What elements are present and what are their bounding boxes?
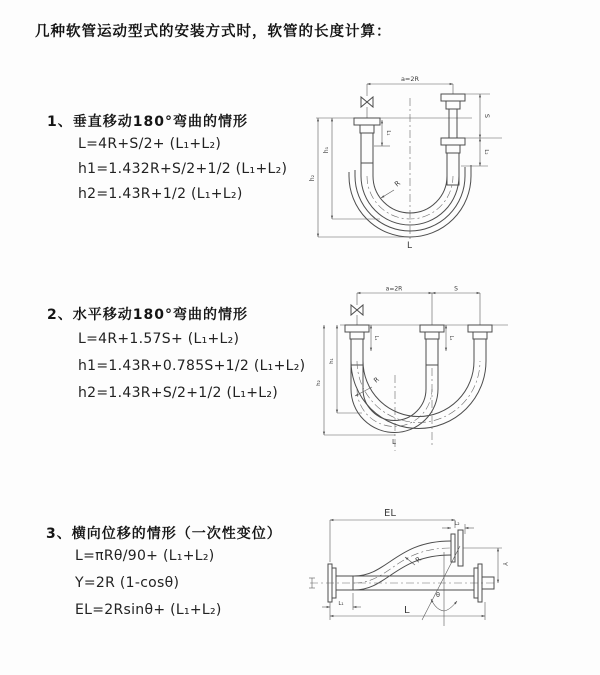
dimension-l1 (371, 325, 379, 351)
dim-label-l: L (404, 605, 410, 616)
section3-formula-EL: EL=2Rsinθ+ (L₁+L₂) (75, 602, 222, 618)
dimension-l1 (374, 120, 391, 146)
angle-label: θ (436, 591, 440, 599)
dim-label-s: S (454, 285, 458, 293)
dimension-h1 (329, 325, 362, 413)
dimension-el (330, 508, 455, 565)
diagram-vertical-180-bend (310, 70, 600, 255)
original-hose (310, 576, 496, 590)
radius-callout (405, 555, 423, 565)
section1-formula-L: L=4R+S/2+ (L₁+L₂) (78, 136, 222, 152)
dimension-a2r (357, 286, 432, 294)
dim-label-l1: L₁ (385, 130, 391, 136)
dim-label-l2: L₂ (448, 335, 454, 341)
dimension-s (432, 286, 480, 326)
dim-label-a2r: a=2R (385, 285, 403, 293)
construction-lines (422, 546, 460, 626)
dimension-s (465, 94, 502, 138)
left-fitting (345, 325, 369, 365)
displaced-hose (354, 541, 451, 590)
section2-formula-h1: h1=1.43R+0.785S+1/2 (L₁+L₂) (78, 358, 306, 374)
dim-label-l: L (407, 241, 413, 251)
dim-label-h1: h₁ (323, 146, 330, 154)
page-title: 几种软管运动型式的安装方式时，软管的长度计算： (35, 24, 392, 40)
valve-icon (351, 293, 363, 325)
radius-label: R (393, 179, 403, 189)
diagram-horizontal-180-bend (312, 283, 600, 458)
section1-heading: 1、垂直移动180°弯曲的情形 (47, 114, 248, 130)
dim-label-a2r: a=2R (400, 75, 420, 83)
right-fitting (468, 325, 492, 361)
section2-formula-h2: h2=1.43R+S/2+1/2 (L₁+L₂) (78, 385, 279, 401)
section3-heading: 3、横向位移的情形（一次性变位） (46, 526, 282, 542)
dimension-l2 (446, 325, 454, 351)
radius-label: R (372, 375, 381, 385)
dim-label-el: EL (384, 508, 396, 519)
middle-fitting (420, 325, 444, 365)
section2-formula-L: L=4R+1.57S+ (L₁+L₂) (78, 331, 240, 347)
dim-label-l1: L₁ (338, 601, 344, 607)
dim-label-l2: L₂ (483, 149, 489, 155)
radius-label: R (413, 555, 423, 565)
dimension-a2r (367, 75, 453, 94)
dim-label-h1: h₁ (329, 358, 335, 364)
dim-label-l1: L₁ (373, 335, 379, 341)
dim-label-h2: h₂ (316, 380, 322, 386)
section3-formula-L: L=πRθ/90+ (L₁+L₂) (75, 548, 215, 564)
section3-formula-Y: Y=2R (1-cosθ) (75, 575, 180, 591)
dim-label-s: S (483, 113, 491, 119)
dim-label-h2: h₂ (309, 174, 316, 182)
radius-callout (381, 179, 402, 198)
right-fitting (441, 94, 465, 185)
dimension-y (463, 548, 509, 583)
diagram-lateral-displacement (298, 498, 600, 668)
dim-label-y: Y (501, 562, 509, 566)
valve-icon (361, 84, 373, 118)
section1-formula-h1: h1=1.432R+S/2+1/2 (L₁+L₂) (78, 161, 288, 177)
left-fitting (354, 118, 380, 163)
dim-label-l2: L₂ (454, 521, 460, 527)
section1-formula-h2: h2=1.43R+1/2 (L₁+L₂) (78, 186, 243, 202)
dim-label-l: L (392, 438, 396, 446)
section2-heading: 2、水平移动180°弯曲的情形 (47, 307, 248, 323)
